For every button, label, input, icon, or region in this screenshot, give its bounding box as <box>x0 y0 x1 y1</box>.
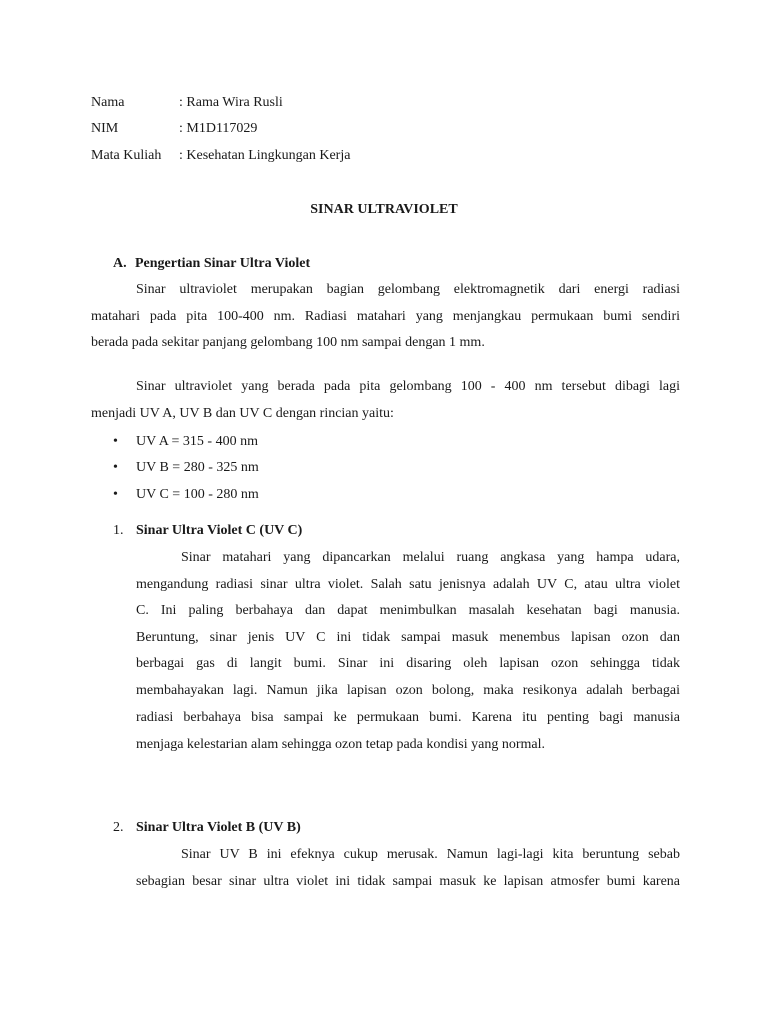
item-2-number: 2. <box>113 820 124 835</box>
paragraph-line: mengandung radiasi sinar ultra violet. Salah satu jenisnya adalah UV C, atau ultra violet <box>136 577 680 592</box>
section-a-heading <box>113 256 310 272</box>
paragraph-line: sebagian besar sinar ultra violet ini tidak sampai masuk ke lapisan atmosfer bumi karena <box>136 874 680 889</box>
paragraph-line: Sinar UV B ini efeknya cukup merusak. Namun lagi-lagi kita beruntung sebab <box>181 847 680 862</box>
item-1-number: 1. <box>113 523 124 538</box>
nama-value: : Rama Wira Rusli <box>179 95 283 110</box>
paragraph-line: Beruntung, sinar jenis UV C ini tidak sampai masuk menembus lapisan ozon dan <box>136 630 680 645</box>
list-item: UV A = 315 - 400 nm <box>136 434 258 449</box>
bullet-dot-icon: • <box>113 460 118 475</box>
paragraph-line: C. Ini paling berbahaya dan dapat menimbulkan masalah kesehatan bagi manusia. <box>136 603 680 618</box>
paragraph-line: berbagai gas di langit bumi. Sinar ini disaring oleh lapisan ozon sehingga tidak <box>136 656 680 671</box>
nama-label: Nama <box>91 95 125 110</box>
section-a-title: Pengertian Sinar Ultra Violet <box>135 256 311 271</box>
section-a-label: A. <box>113 256 127 271</box>
nim-value: : M1D117029 <box>179 121 258 136</box>
nim-label: NIM <box>91 121 119 136</box>
bullet-dot-icon: • <box>113 487 118 502</box>
paragraph-line: Sinar ultraviolet yang berada pada pita gelombang 100 - 400 nm tersebut dibagi lagi <box>136 379 680 394</box>
paragraph-line: Sinar ultraviolet merupakan bagian gelombang elektromagnetik dari energi radiasi <box>136 282 680 297</box>
mata-kuliah-value: : Kesehatan Lingkungan Kerja <box>179 148 351 163</box>
list-item: UV B = 280 - 325 nm <box>136 460 259 475</box>
document-title: SINAR ULTRAVIOLET <box>310 202 458 217</box>
item-2-heading: Sinar Ultra Violet B (UV B) <box>136 820 301 835</box>
list-item: UV C = 100 - 280 nm <box>136 487 259 502</box>
bullet-dot-icon: • <box>113 434 118 449</box>
paragraph-line: Sinar matahari yang dipancarkan melalui ruang angkasa yang hampa udara, <box>181 550 680 565</box>
paragraph-line: membahayakan lagi. Namun jika lapisan ozon bolong, maka resikonya adalah berbagai <box>136 683 680 698</box>
paragraph-line: radiasi berbahaya bisa sampai ke permukaan bumi. Karena itu penting bagi manusia <box>136 710 680 725</box>
paragraph-line: matahari pada pita 100-400 nm. Radiasi matahari yang menjangkau permukaan bumi sendiri <box>91 309 680 324</box>
paragraph-line: menjaga kelestarian alam sehingga ozon tetap pada kondisi yang normal. <box>136 737 545 752</box>
item-1-heading: Sinar Ultra Violet C (UV C) <box>136 523 303 538</box>
mata-kuliah-label: Mata Kuliah <box>91 148 162 163</box>
paragraph-line: berada pada sekitar panjang gelombang 100 nm sampai dengan 1 mm. <box>91 335 485 350</box>
paragraph-line: menjadi UV A, UV B dan UV C dengan rincian yaitu: <box>91 406 394 421</box>
